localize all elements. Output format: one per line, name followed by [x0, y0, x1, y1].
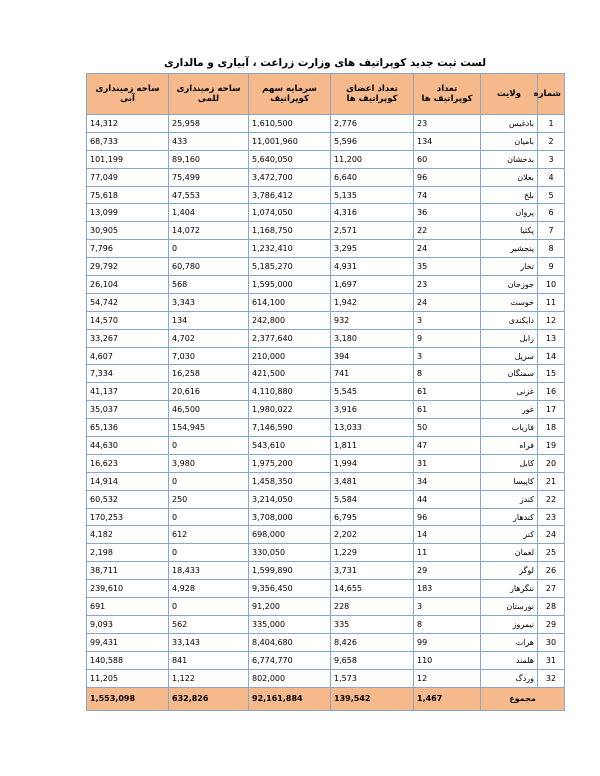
- row-capital: 8,404,680: [249, 633, 331, 651]
- row-irrigated-land: 33,267: [87, 329, 169, 347]
- row-index: 1: [538, 115, 565, 133]
- row-coop-count: 11: [414, 544, 481, 562]
- row-rainfed-land: 562: [169, 615, 249, 633]
- row-irrigated-land: 65,136: [87, 419, 169, 437]
- row-rainfed-land: 1,404: [169, 204, 249, 222]
- row-index: 25: [538, 544, 565, 562]
- row-rainfed-land: 20,616: [169, 383, 249, 401]
- row-rainfed-land: 0: [169, 508, 249, 526]
- row-irrigated-land: 30,905: [87, 222, 169, 240]
- row-capital: 1,980,022: [249, 401, 331, 419]
- row-index: 14: [538, 347, 565, 365]
- table-row: [87, 132, 565, 150]
- row-province: نورستان: [481, 598, 538, 616]
- row-index: 2: [538, 132, 565, 150]
- row-members: 5,584: [331, 490, 414, 508]
- row-coop-count: 61: [414, 383, 481, 401]
- row-rainfed-land: 16,258: [169, 365, 249, 383]
- row-irrigated-land: 16,623: [87, 454, 169, 472]
- row-province: کاپیسا: [481, 472, 538, 490]
- table-row: [87, 598, 565, 616]
- total-row: [87, 687, 565, 710]
- row-coop-count: 183: [414, 580, 481, 598]
- row-coop-count: 99: [414, 633, 481, 651]
- row-coop-count: 36: [414, 204, 481, 222]
- row-capital: 1,458,350: [249, 472, 331, 490]
- row-index: 30: [538, 633, 565, 651]
- row-index: 23: [538, 508, 565, 526]
- row-irrigated-land: 140,588: [87, 651, 169, 669]
- row-capital: 2,377,640: [249, 329, 331, 347]
- row-irrigated-land: 14,914: [87, 472, 169, 490]
- row-irrigated-land: 75,618: [87, 186, 169, 204]
- row-capital: 4,110,880: [249, 383, 331, 401]
- total-members: 139,542: [331, 687, 414, 710]
- row-province: فراه: [481, 437, 538, 455]
- row-members: 5,545: [331, 383, 414, 401]
- table-row: [87, 419, 565, 437]
- row-province: کنر: [481, 526, 538, 544]
- row-irrigated-land: 26,104: [87, 276, 169, 294]
- table-row: [87, 490, 565, 508]
- row-province: وردگ: [481, 669, 538, 687]
- row-province: دایکندی: [481, 311, 538, 329]
- row-members: 4,931: [331, 258, 414, 276]
- row-coop-count: 61: [414, 401, 481, 419]
- row-members: 1,942: [331, 293, 414, 311]
- row-province: پنجشیر: [481, 240, 538, 258]
- row-coop-count: 31: [414, 454, 481, 472]
- row-members: 335: [331, 615, 414, 633]
- row-province: لوگر: [481, 562, 538, 580]
- total-coop-count: 1,467: [414, 687, 481, 710]
- row-capital: 330,050: [249, 544, 331, 562]
- row-index: 31: [538, 651, 565, 669]
- row-irrigated-land: 170,253: [87, 508, 169, 526]
- row-capital: 3,786,412: [249, 186, 331, 204]
- row-province: غور: [481, 401, 538, 419]
- row-index: 21: [538, 472, 565, 490]
- table-row: [87, 365, 565, 383]
- row-rainfed-land: 7,030: [169, 347, 249, 365]
- row-coop-count: 60: [414, 150, 481, 168]
- row-province: کابل: [481, 454, 538, 472]
- row-rainfed-land: 75,499: [169, 168, 249, 186]
- row-members: 1,811: [331, 437, 414, 455]
- total-label: مجموع: [481, 687, 565, 710]
- header-coop-count: تعداد کوپراتیف ها: [414, 74, 481, 115]
- row-capital: 3,472,700: [249, 168, 331, 186]
- row-coop-count: 110: [414, 651, 481, 669]
- row-province: غزنی: [481, 383, 538, 401]
- row-province: زابل: [481, 329, 538, 347]
- row-index: 18: [538, 419, 565, 437]
- row-index: 32: [538, 669, 565, 687]
- table-row: [87, 311, 565, 329]
- row-members: 4,316: [331, 204, 414, 222]
- header-members: تعداد اعضای کوپراتیف ها: [331, 74, 414, 115]
- row-index: 17: [538, 401, 565, 419]
- row-index: 13: [538, 329, 565, 347]
- header-index: شماره: [538, 74, 565, 115]
- table-row: [87, 150, 565, 168]
- row-province: فاریاب: [481, 419, 538, 437]
- row-index: 6: [538, 204, 565, 222]
- row-coop-count: 12: [414, 669, 481, 687]
- table-row: [87, 115, 565, 133]
- row-rainfed-land: 433: [169, 132, 249, 150]
- page-title: لست ثبت جدید کوپراتیف های وزارت زراعت ، آبیاری و مالداری: [163, 57, 487, 69]
- row-members: 3,180: [331, 329, 414, 347]
- row-province: بدخشان: [481, 150, 538, 168]
- table-row: [87, 615, 565, 633]
- row-capital: 9,356,450: [249, 580, 331, 598]
- table-row: [87, 437, 565, 455]
- table-row: [87, 651, 565, 669]
- table-row: [87, 276, 565, 294]
- row-rainfed-land: 568: [169, 276, 249, 294]
- row-rainfed-land: 47,553: [169, 186, 249, 204]
- row-coop-count: 47: [414, 437, 481, 455]
- table-row: [87, 562, 565, 580]
- row-irrigated-land: 7,796: [87, 240, 169, 258]
- row-members: 8,426: [331, 633, 414, 651]
- table-row: [87, 580, 565, 598]
- row-coop-count: 29: [414, 562, 481, 580]
- table-row: [87, 472, 565, 490]
- row-province: پروان: [481, 204, 538, 222]
- row-rainfed-land: 0: [169, 544, 249, 562]
- header-capital: سرمایه سهم کوپراتیف: [249, 74, 331, 115]
- row-members: 2,571: [331, 222, 414, 240]
- row-rainfed-land: 33,143: [169, 633, 249, 651]
- row-rainfed-land: 14,072: [169, 222, 249, 240]
- row-members: 1,994: [331, 454, 414, 472]
- row-members: 1,573: [331, 669, 414, 687]
- row-province: بامیان: [481, 132, 538, 150]
- row-irrigated-land: 38,711: [87, 562, 169, 580]
- row-province: بغلان: [481, 168, 538, 186]
- row-members: 394: [331, 347, 414, 365]
- table-row: [87, 329, 565, 347]
- row-irrigated-land: 4,607: [87, 347, 169, 365]
- row-members: 5,135: [331, 186, 414, 204]
- row-members: 1,697: [331, 276, 414, 294]
- row-province: خوست: [481, 293, 538, 311]
- table-row: [87, 347, 565, 365]
- row-capital: 421,500: [249, 365, 331, 383]
- row-index: 4: [538, 168, 565, 186]
- row-rainfed-land: 0: [169, 598, 249, 616]
- row-coop-count: 3: [414, 598, 481, 616]
- row-rainfed-land: 612: [169, 526, 249, 544]
- row-coop-count: 23: [414, 276, 481, 294]
- row-capital: 698,000: [249, 526, 331, 544]
- row-coop-count: 50: [414, 419, 481, 437]
- row-irrigated-land: 7,334: [87, 365, 169, 383]
- row-irrigated-land: 77,049: [87, 168, 169, 186]
- row-rainfed-land: 60,780: [169, 258, 249, 276]
- row-index: 12: [538, 311, 565, 329]
- row-rainfed-land: 25,958: [169, 115, 249, 133]
- row-coop-count: 134: [414, 132, 481, 150]
- row-irrigated-land: 13,099: [87, 204, 169, 222]
- row-irrigated-land: 239,610: [87, 580, 169, 598]
- row-coop-count: 34: [414, 472, 481, 490]
- row-coop-count: 14: [414, 526, 481, 544]
- row-rainfed-land: 0: [169, 472, 249, 490]
- row-capital: 614,100: [249, 293, 331, 311]
- row-rainfed-land: 841: [169, 651, 249, 669]
- row-index: 8: [538, 240, 565, 258]
- row-rainfed-land: 134: [169, 311, 249, 329]
- row-members: 741: [331, 365, 414, 383]
- row-irrigated-land: 44,630: [87, 437, 169, 455]
- table-row: [87, 508, 565, 526]
- row-index: 22: [538, 490, 565, 508]
- table-row: [87, 454, 565, 472]
- table-row: [87, 544, 565, 562]
- row-province: هلمند: [481, 651, 538, 669]
- row-capital: 11,001,960: [249, 132, 331, 150]
- row-index: 24: [538, 526, 565, 544]
- row-rainfed-land: 0: [169, 437, 249, 455]
- row-rainfed-land: 46,500: [169, 401, 249, 419]
- row-capital: 1,975,200: [249, 454, 331, 472]
- row-capital: 3,214,050: [249, 490, 331, 508]
- row-rainfed-land: 250: [169, 490, 249, 508]
- row-capital: 1,168,750: [249, 222, 331, 240]
- row-rainfed-land: 3,980: [169, 454, 249, 472]
- row-province: پکتیا: [481, 222, 538, 240]
- row-members: 3,731: [331, 562, 414, 580]
- total-rainfed-land: 632,826: [169, 687, 249, 710]
- row-members: 1,229: [331, 544, 414, 562]
- row-province: نیمروز: [481, 615, 538, 633]
- row-members: 228: [331, 598, 414, 616]
- row-index: 29: [538, 615, 565, 633]
- row-index: 9: [538, 258, 565, 276]
- row-rainfed-land: 18,433: [169, 562, 249, 580]
- table-row: [87, 401, 565, 419]
- row-coop-count: 24: [414, 293, 481, 311]
- table-row: [87, 240, 565, 258]
- row-capital: 242,800: [249, 311, 331, 329]
- row-province: تخار: [481, 258, 538, 276]
- row-capital: 335,000: [249, 615, 331, 633]
- cooperatives-table: [86, 73, 565, 711]
- row-irrigated-land: 54,742: [87, 293, 169, 311]
- row-coop-count: 74: [414, 186, 481, 204]
- row-index: 15: [538, 365, 565, 383]
- row-index: 16: [538, 383, 565, 401]
- row-coop-count: 23: [414, 115, 481, 133]
- row-province: کندز: [481, 490, 538, 508]
- row-rainfed-land: 4,928: [169, 580, 249, 598]
- row-capital: 1,610,500: [249, 115, 331, 133]
- row-irrigated-land: 29,792: [87, 258, 169, 276]
- row-members: 14,655: [331, 580, 414, 598]
- row-coop-count: 3: [414, 347, 481, 365]
- row-index: 5: [538, 186, 565, 204]
- row-capital: 1,232,410: [249, 240, 331, 258]
- row-coop-count: 9: [414, 329, 481, 347]
- row-members: 6,795: [331, 508, 414, 526]
- row-index: 7: [538, 222, 565, 240]
- row-irrigated-land: 101,199: [87, 150, 169, 168]
- table-row: [87, 383, 565, 401]
- row-irrigated-land: 9,093: [87, 615, 169, 633]
- total-irrigated-land: 1,553,098: [87, 687, 169, 710]
- row-province: سرپل: [481, 347, 538, 365]
- row-rainfed-land: 154,945: [169, 419, 249, 437]
- row-index: 26: [538, 562, 565, 580]
- row-members: 3,481: [331, 472, 414, 490]
- row-coop-count: 3: [414, 311, 481, 329]
- row-province: ننگرهار: [481, 580, 538, 598]
- row-members: 3,916: [331, 401, 414, 419]
- row-irrigated-land: 14,312: [87, 115, 169, 133]
- row-irrigated-land: 4,182: [87, 526, 169, 544]
- row-index: 3: [538, 150, 565, 168]
- row-province: لغمان: [481, 544, 538, 562]
- row-rainfed-land: 3,343: [169, 293, 249, 311]
- row-coop-count: 8: [414, 615, 481, 633]
- row-members: 5,596: [331, 132, 414, 150]
- row-members: 2,776: [331, 115, 414, 133]
- table-body: [87, 115, 565, 688]
- row-capital: 802,000: [249, 669, 331, 687]
- row-province: کندهار: [481, 508, 538, 526]
- table-row: [87, 293, 565, 311]
- row-index: 19: [538, 437, 565, 455]
- row-capital: 1,599,890: [249, 562, 331, 580]
- row-irrigated-land: 68,733: [87, 132, 169, 150]
- row-irrigated-land: 35,037: [87, 401, 169, 419]
- table-row: [87, 526, 565, 544]
- row-index: 28: [538, 598, 565, 616]
- row-index: 20: [538, 454, 565, 472]
- row-coop-count: 24: [414, 240, 481, 258]
- table-row: [87, 222, 565, 240]
- row-irrigated-land: 60,532: [87, 490, 169, 508]
- row-capital: 91,200: [249, 598, 331, 616]
- row-coop-count: 44: [414, 490, 481, 508]
- row-capital: 1,074,050: [249, 204, 331, 222]
- row-capital: 5,640,050: [249, 150, 331, 168]
- header-irrigated-land: ساحه زمینداری آبی: [87, 74, 169, 115]
- table-header: [87, 74, 565, 115]
- row-coop-count: 96: [414, 508, 481, 526]
- row-capital: 7,146,590: [249, 419, 331, 437]
- row-capital: 6,774,770: [249, 651, 331, 669]
- table-row: [87, 186, 565, 204]
- row-capital: 543,610: [249, 437, 331, 455]
- row-capital: 3,708,000: [249, 508, 331, 526]
- row-irrigated-land: 41,137: [87, 383, 169, 401]
- row-province: جوزجان: [481, 276, 538, 294]
- row-irrigated-land: 691: [87, 598, 169, 616]
- row-province: هرات: [481, 633, 538, 651]
- row-capital: 1,595,000: [249, 276, 331, 294]
- row-capital: 210,000: [249, 347, 331, 365]
- header-province: ولایت: [481, 74, 538, 115]
- total-capital: 92,161,884: [249, 687, 331, 710]
- row-rainfed-land: 1,122: [169, 669, 249, 687]
- row-capital: 5,185,270: [249, 258, 331, 276]
- row-province: سمنگان: [481, 365, 538, 383]
- row-coop-count: 22: [414, 222, 481, 240]
- row-province: بادغیس: [481, 115, 538, 133]
- row-members: 3,295: [331, 240, 414, 258]
- row-members: 932: [331, 311, 414, 329]
- row-coop-count: 8: [414, 365, 481, 383]
- table-row: [87, 633, 565, 651]
- table-row: [87, 258, 565, 276]
- table-row: [87, 669, 565, 687]
- row-irrigated-land: 11,205: [87, 669, 169, 687]
- row-coop-count: 35: [414, 258, 481, 276]
- row-members: 6,640: [331, 168, 414, 186]
- row-index: 10: [538, 276, 565, 294]
- table-row: [87, 204, 565, 222]
- row-irrigated-land: 14,570: [87, 311, 169, 329]
- table-row: [87, 168, 565, 186]
- row-irrigated-land: 2,198: [87, 544, 169, 562]
- row-members: 13,033: [331, 419, 414, 437]
- row-members: 9,658: [331, 651, 414, 669]
- header-rainfed-land: ساحه زمینداری للمی: [169, 74, 249, 115]
- row-index: 27: [538, 580, 565, 598]
- row-province: بلخ: [481, 186, 538, 204]
- row-irrigated-land: 99,431: [87, 633, 169, 651]
- row-members: 11,200: [331, 150, 414, 168]
- row-rainfed-land: 0: [169, 240, 249, 258]
- row-rainfed-land: 89,160: [169, 150, 249, 168]
- row-rainfed-land: 4,702: [169, 329, 249, 347]
- row-members: 2,202: [331, 526, 414, 544]
- row-coop-count: 96: [414, 168, 481, 186]
- row-index: 11: [538, 293, 565, 311]
